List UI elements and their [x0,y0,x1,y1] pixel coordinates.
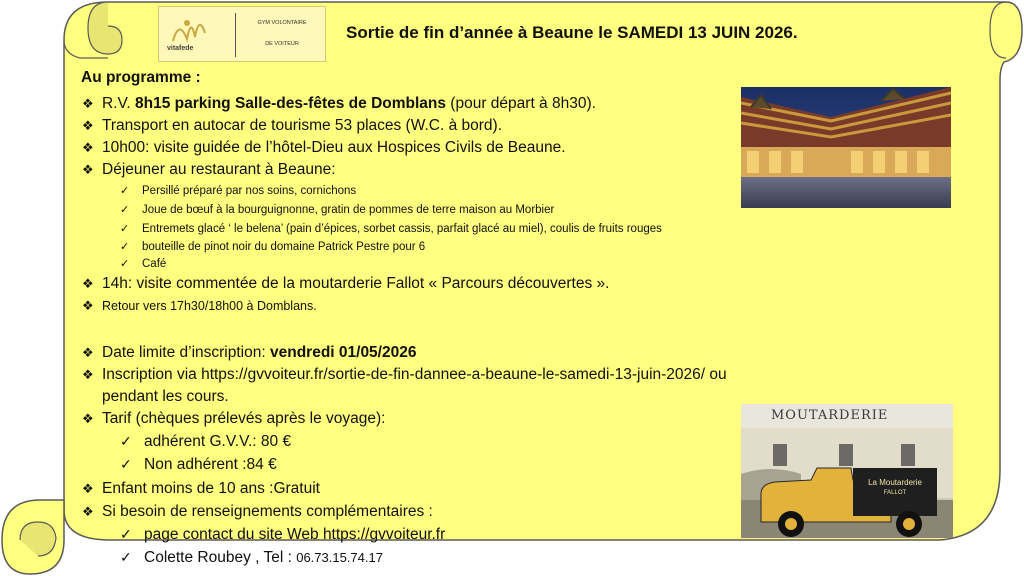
afternoon-line: ❖ 14h: visite commentée de la moutarderie Fallot « Parcours découvertes ». [82,275,610,292]
truck-label-sub: FALLOT [883,490,907,496]
diamond-bullet-icon: ❖ [82,96,94,111]
inscription-link[interactable]: Inscription via https://gvvoiteur.fr/sortie-de-fin-dannee-a-beaune-le-samedi-13-juin-2026/ ou [102,366,727,383]
checkmark-icon: ✓ [120,549,132,565]
checkmark-icon: ✓ [120,526,132,542]
deadline-date: vendredi 01/05/2026 [269,344,417,361]
diamond-bullet-icon: ❖ [82,367,94,382]
phone-number: 06.73.15.74.17 [296,550,383,565]
menu-item: ✓ bouteille de pinot noir du domaine Patrick Pestre pour 6 [120,241,426,253]
visit-line: ❖ 10h00: visite guidée de l’hôtel-Dieu aux Hospices Civils de Beaune. [82,139,566,156]
checkmark-icon: ✓ [120,185,130,197]
moutarderie-photo [741,404,953,538]
tarif-line: ❖ Tarif (chèques prélevés après le voyage): [82,410,386,427]
website-link[interactable]: page contact du site Web https://gvvoiteur.fr [144,526,446,543]
info-line: ❖ Si besoin de renseignements complémentaires : [82,503,433,520]
info-item: ✓ Colette Roubey , Tel : 06.73.15.74.17 [120,549,383,566]
logo-gym-line1: GYM VOLONTAIRE [257,20,307,26]
gym-logo [158,6,326,62]
logo-gym-line2: DE VOITEUR [265,41,299,47]
rv-meeting-point: 8h15 parking Salle-des-fêtes de Domblans [135,95,446,112]
rv-line: ❖ R.V. 8h15 parking Salle-des-fêtes de Domblans (pour départ à 8h30). [82,95,596,112]
diamond-bullet-icon: ❖ [82,345,94,360]
child-line: ❖ Enfant moins de 10 ans :Gratuit [82,480,320,497]
truck-label: La Moutarderie [868,478,922,487]
checkmark-icon: ✓ [120,433,132,449]
diamond-bullet-icon: ❖ [82,162,94,177]
logo-brand-text: vitafede [167,45,194,52]
checkmark-icon: ✓ [120,258,130,270]
diamond-bullet-icon: ❖ [82,276,94,291]
menu-item: ✓ Persillé préparé par nos soins, cornichons [120,185,357,197]
logo-divider [235,13,236,57]
page-title: Sortie de fin d’année à Beaune le SAMEDI 13 JUIN 2026. [346,23,798,42]
deadline-line: ❖ Date limite d’inscription: vendredi 01/05/2026 [82,344,417,361]
diamond-bullet-icon: ❖ [82,118,94,133]
return-line: ❖ Retour vers 17h30/18h00 à Domblans. [82,298,317,313]
diamond-bullet-icon: ❖ [82,140,94,155]
checkmark-icon: ✓ [120,456,132,472]
program-heading: Au programme : [81,69,201,86]
inscription-line-2: pendant les cours. [102,388,229,405]
checkmark-icon: ✓ [120,241,130,253]
inscription-line [82,366,727,384]
checkmark-icon: ✓ [120,204,130,216]
checkmark-icon: ✓ [120,223,130,235]
menu-item: ✓ Joue de bœuf à la bourguignonne, gratin de pommes de terre maison au Morbier [120,204,555,216]
menu-item: ✓ Entremets glacé ‘ le belena’ (pain d’épices, sorbet cassis, parfait glacé au miel), coulis de fruits rouges [120,223,662,235]
lunch-line: ❖ Déjeuner au restaurant à Beaune: [82,161,336,178]
menu-item: ✓ Café [120,258,167,270]
diamond-bullet-icon: ❖ [82,481,94,496]
diamond-bullet-icon: ❖ [82,298,94,313]
tarif-item: ✓ adhérent G.V.V.: 80 € [120,433,292,450]
diamond-bullet-icon: ❖ [82,504,94,519]
transport-line: ❖ Transport en autocar de tourisme 53 places (W.C. à bord). [82,117,503,134]
info-item [120,526,445,544]
hospices-beaune-photo [741,87,951,208]
moutarderie-sign: MOUTARDERIE [771,408,889,423]
diamond-bullet-icon: ❖ [82,411,94,426]
tarif-item: ✓ Non adhérent :84 € [120,456,277,473]
